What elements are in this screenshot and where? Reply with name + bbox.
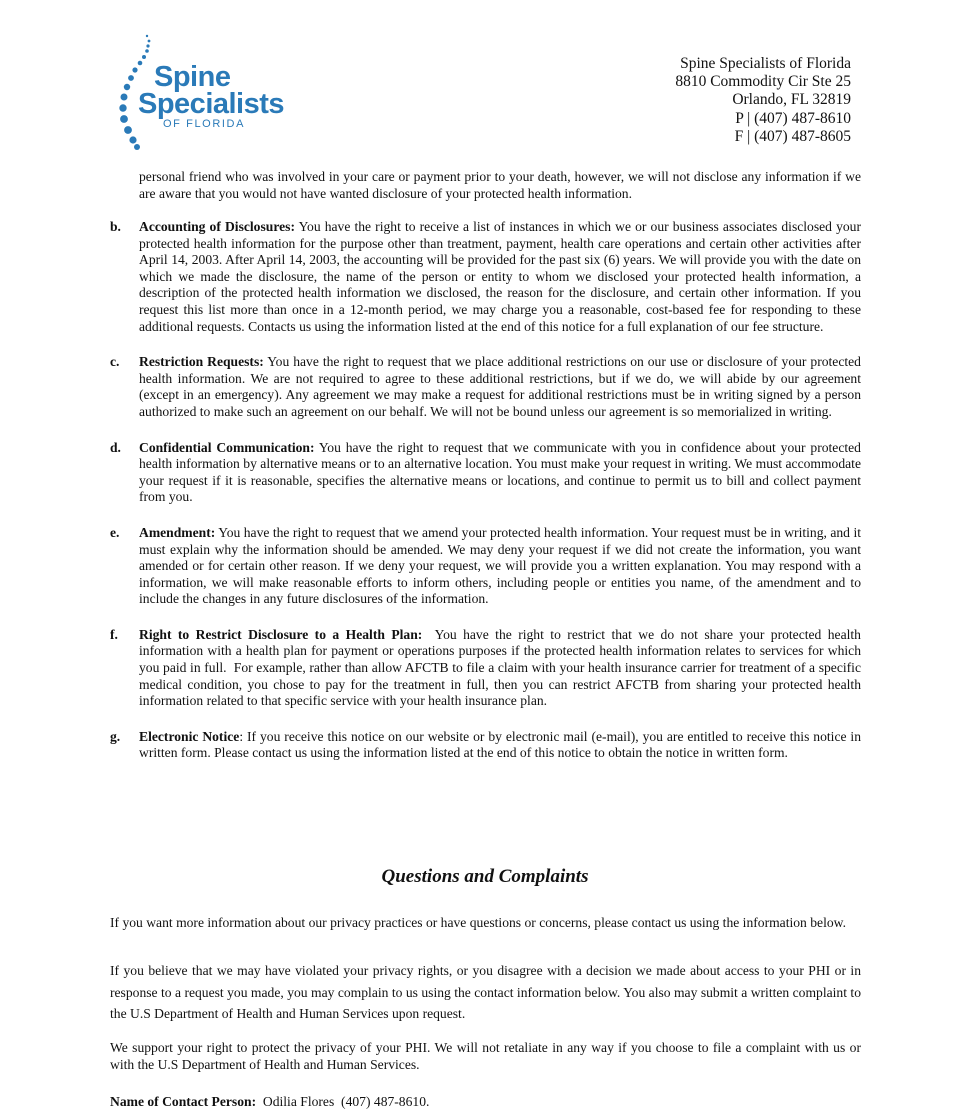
list-item — [110, 626, 865, 710]
address-street: 8810 Commodity Cir Ste 25 — [675, 73, 851, 91]
item-lead: Right to Restrict Disclosure to a Health Plan: — [139, 626, 423, 642]
logo-line-3: OF FLORIDA — [163, 118, 246, 130]
list-item — [110, 729, 861, 762]
logo-line-1: Spine — [154, 61, 231, 93]
list-item — [110, 440, 861, 506]
item-text: You have the right to receive a list of instances in which we or our business associates disclosed your protected health information for the purpose other than treatment, payment, health care operations and certain other activities after April 14, 2003. After April 14, 2003, the accounting will be provided for the past six (6) years. We will provide you with the date on which we made the disclosure, the name of the person or entity to whom we disclosed your protected health information, a description of the protected health information we disclosed, the reason for the disclosure, and certain other information. If you request this list more than once in a 12-month period, we may charge you a reasonable, cost-based fee for responding to these additional requests. Contacts us using the information listed at the end of this notice for a full explanation of our fee structure. — [139, 219, 861, 334]
item-lead: Electronic Notice — [139, 728, 240, 744]
address-phone: P | (407) 487-8610 — [735, 109, 851, 127]
contact-line — [110, 1094, 429, 1110]
item-text: You have the right to request that we communicate with you in confidence about your protected health information by alternative means or to an alternative location. You must make your request in writing. We must accommodate your request if it is reasonable, specifies the alternative means or locations, and continue to permit us to bill and collect payment from you. — [139, 439, 861, 505]
list-item — [110, 354, 861, 420]
questions-paragraph-3: We support your right to protect the privacy of your PHI. We will not retaliate in any way if you choose to file a complaint with us or with the U.S Department of Health and Human Services. — [110, 1040, 861, 1072]
item-lead: Amendment: — [139, 524, 216, 540]
section-heading: Questions and Complaints — [381, 866, 589, 887]
item-lead: Restriction Requests: — [139, 354, 264, 370]
questions-paragraph-2: If you believe that we may have violated your privacy rights, or you disagree with a decision we made about access to your PHI or in response to a request you made, you may complain to us using the contact information below. You also may submit a written complaint to the U.S Department of Health and Human Services upon request. — [110, 963, 861, 1021]
list-item — [110, 525, 861, 608]
item-text: You have the right to request that we place additional restrictions on our use or disclosure of your protected health information. We are not required to agree to these additional restrictions, but if we do, we will abide by our agreement (except in an emergency). Any agreement we may make a request for additional restrictions must be in writing signed by a person authorized to make such an agreement on our behalf. We will not be bound unless our agreement is so memorialized in writing. — [139, 354, 861, 419]
questions-paragraph-1: If you want more information about our privacy practices or have questions or concerns, please contact us using the information below. — [110, 915, 846, 930]
item-text: You have the right to restrict that we do not share your protected health information with a health plan for payment or operations purposes if the protected health information relates to services for which you paid in full. For example, rather than allow AFCTB to file a claim with your health insurance carrier for treatment of a specific medical condition, you chose to pay for the treatment in full, then you can restrict AFCTB from sharing your protected health information related to that specific service with your health insurance plan. — [139, 626, 865, 709]
item-marker: b. — [110, 219, 121, 234]
address-block — [675, 55, 851, 146]
contact-label: Name of Contact Person: — [110, 1094, 257, 1109]
logo-line-2: Specialists — [138, 88, 285, 120]
item-text: : If you receive this notice on our website or by electronic mail (e-mail), you are entitled to receive this notice in written form. Please contact us using the information listed at the end of this notice to obtain the notice in written form. — [139, 728, 862, 761]
item-marker: e. — [110, 524, 120, 540]
contact-value: Odilia Flores (407) 487-8610. — [256, 1094, 430, 1109]
item-marker: d. — [110, 439, 121, 455]
item-marker: g. — [110, 728, 121, 744]
continuation-paragraph: personal friend who was involved in your care or payment prior to your death, however, we will not disclose any information if we are aware that you would not have wanted disclosure of your protected health information. — [139, 169, 861, 201]
rights-list — [110, 219, 865, 781]
item-marker: f. — [110, 626, 118, 642]
item-text: You have the right to request that we amend your protected health information. Your request must be in writing, and it must explain why the information should be amended. We may deny your request if we did not create the information, you want amended or for certain other reason. If we deny your request, we will provide you a written explanation. You may respond with a information, we will make reasonable efforts to inform others, including people or entities you name, of the amendment and to include the changes in any future disclosures of the information. — [139, 524, 861, 607]
list-item — [110, 219, 861, 335]
item-marker: c. — [110, 354, 120, 370]
item-lead: Confidential Communication: — [139, 439, 315, 455]
address-name: Spine Specialists of Florida — [680, 55, 851, 72]
logo — [138, 61, 285, 130]
address-fax: F | (407) 487-8605 — [734, 127, 851, 145]
address-city: Orlando, FL 32819 — [732, 91, 851, 109]
item-lead: Accounting of Disclosures: — [139, 219, 295, 234]
